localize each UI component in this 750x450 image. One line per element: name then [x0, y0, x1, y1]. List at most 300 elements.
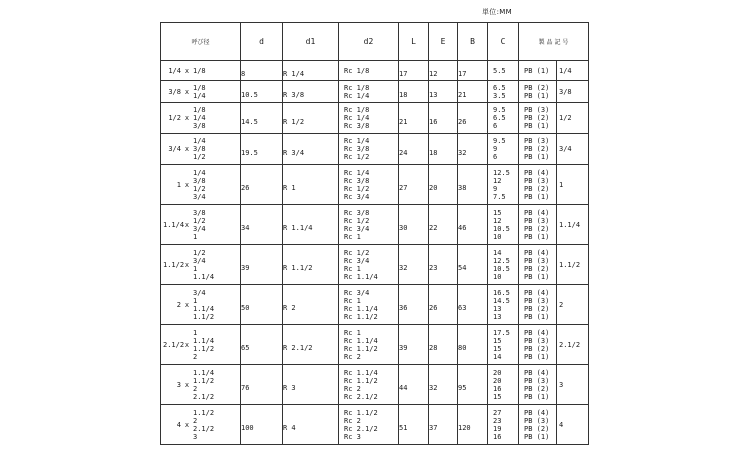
- product-code-cell-line: PB (3): [524, 376, 550, 385]
- table-row: [161, 134, 589, 165]
- e-cell: [429, 81, 458, 103]
- sub-size: 1.1/2: [193, 408, 215, 417]
- d2-cell: [339, 405, 399, 445]
- sub-size: 2: [193, 416, 198, 425]
- c-cell-line: 12.5: [493, 168, 510, 177]
- product-code-cell-line: PB (3): [524, 416, 550, 425]
- c-cell-line: 27: [493, 408, 502, 417]
- d1-cell: [283, 205, 339, 245]
- c-cell-line: 7.5: [493, 192, 506, 201]
- d-cell-value: 14.5: [241, 117, 258, 126]
- header-d: d: [241, 23, 283, 61]
- product-code-cell-line: PB (4): [524, 368, 550, 377]
- d1-cell: [283, 325, 339, 365]
- product-code-cell-line: PB (1): [524, 153, 550, 161]
- product-code-suffix-value: 1/2: [559, 114, 572, 122]
- c-cell-line: 14.5: [493, 296, 510, 305]
- d1-cell-value: R 4: [283, 424, 296, 432]
- nominal-size: 2: [176, 300, 181, 309]
- c-cell-line: 15: [493, 392, 502, 401]
- header-size: 呼び径: [161, 23, 241, 61]
- product-code-cell-line: PB (3): [524, 106, 550, 114]
- c-cell-line: 14: [493, 248, 502, 257]
- size-cell: [161, 205, 241, 245]
- size-cell: [161, 245, 241, 285]
- product-code-cell: [519, 365, 557, 405]
- l-cell: [399, 245, 429, 285]
- d-cell-value: 76: [241, 384, 250, 392]
- d1-cell: [283, 285, 339, 325]
- e-cell-value: 13: [429, 91, 438, 99]
- sub-size: 3/4: [193, 256, 206, 265]
- b-cell: [458, 165, 488, 205]
- e-cell: [429, 285, 458, 325]
- d1-cell-value: R 3/4: [283, 148, 305, 157]
- product-code-cell-line: PB (3): [524, 216, 550, 225]
- size-separator: x: [184, 145, 190, 153]
- c-cell-line: 16: [493, 432, 502, 441]
- l-cell: [399, 205, 429, 245]
- e-cell-value: 32: [429, 384, 438, 392]
- c-cell-line: 14: [493, 352, 502, 361]
- d-cell: [241, 81, 283, 103]
- l-cell-value: 24: [399, 148, 408, 157]
- c-cell-line: 6.5: [493, 83, 506, 92]
- e-cell: [429, 365, 458, 405]
- product-code-cell-line: PB (4): [524, 408, 550, 417]
- l-cell: [399, 165, 429, 205]
- header-product-code: 製 品 記 号: [519, 23, 589, 61]
- c-cell-line: 12: [493, 176, 502, 185]
- b-cell-value: 120: [458, 424, 471, 432]
- d2-cell-line: Rc 1: [344, 232, 361, 241]
- d2-cell-line: Rc 3/4: [344, 288, 370, 297]
- table-row: [161, 61, 589, 81]
- product-code-suffix-value: 2.1/2: [559, 340, 581, 349]
- size-cell: [161, 325, 241, 365]
- c-cell-line: 10.5: [493, 224, 510, 233]
- d-cell-value: 65: [241, 344, 250, 352]
- c-cell-line: 9: [493, 145, 498, 153]
- d2-cell: [339, 61, 399, 81]
- d2-cell-line: Rc 2: [344, 416, 361, 425]
- product-code-cell-line: PB (1): [524, 232, 550, 241]
- d2-cell: [339, 285, 399, 325]
- header-d2: d2: [339, 23, 399, 61]
- table-row: [161, 405, 589, 445]
- b-cell-value: 32: [458, 148, 467, 157]
- c-cell-line: 15: [493, 208, 502, 217]
- sub-size: 2.1/2: [193, 392, 215, 401]
- l-cell-value: 21: [399, 117, 408, 126]
- table-row: [161, 205, 589, 245]
- nominal-size: 1/4: [168, 66, 181, 75]
- nominal-size: 3/8: [168, 87, 181, 96]
- product-code-cell-line: PB (3): [524, 296, 550, 305]
- product-code-suffix-value: 3: [559, 380, 564, 389]
- table-row: [161, 325, 589, 365]
- sub-size: 1.1/2: [193, 312, 215, 321]
- c-cell-line: 17.5: [493, 328, 510, 337]
- sub-size: 1.1/2: [193, 376, 215, 385]
- sub-size: 1.1/2: [193, 344, 215, 353]
- size-cell: [161, 103, 241, 134]
- d2-cell-line: Rc 2.1/2: [344, 392, 378, 401]
- sub-size: 2: [193, 352, 198, 361]
- product-code-suffix: [557, 325, 589, 365]
- d1-cell: [283, 245, 339, 285]
- sub-size: 1/8: [193, 66, 206, 75]
- d1-cell: [283, 405, 339, 445]
- unit-label: 単位:MM: [482, 8, 512, 16]
- product-code-suffix: [557, 245, 589, 285]
- sub-size: 1/2: [193, 153, 206, 161]
- d1-cell-value: R 3: [283, 384, 296, 392]
- d1-cell-value: R 2.1/2: [283, 344, 313, 352]
- product-code-cell: [519, 245, 557, 285]
- c-cell-line: 23: [493, 416, 502, 425]
- product-code-cell: [519, 405, 557, 445]
- d2-cell-line: Rc 1.1/4: [344, 304, 378, 313]
- product-code-cell-line: PB (4): [524, 288, 550, 297]
- product-code-suffix-value: 1.1/4: [559, 220, 581, 229]
- product-code-suffix: [557, 61, 589, 81]
- l-cell-value: 30: [399, 224, 408, 232]
- sub-size: 2: [193, 384, 198, 393]
- d2-cell-line: Rc 1/4: [344, 91, 370, 100]
- d2-cell-line: Rc 1.1/4: [344, 336, 378, 345]
- product-code-cell: [519, 103, 557, 134]
- d2-cell-line: Rc 3/8: [344, 208, 370, 217]
- product-code-cell-line: PB (4): [524, 328, 550, 337]
- l-cell-value: 17: [399, 70, 408, 78]
- product-code-cell: [519, 325, 557, 365]
- product-code-cell-line: PB (2): [524, 344, 550, 353]
- sub-size: 1/2: [193, 184, 206, 193]
- sub-size: 3/8: [193, 208, 206, 217]
- sub-size: 1: [193, 264, 198, 273]
- d2-cell-line: Rc 2: [344, 384, 361, 393]
- sub-size: 1/4: [193, 91, 206, 100]
- product-code-cell-line: PB (1): [524, 352, 550, 361]
- product-code-suffix-value: 2: [559, 300, 564, 309]
- size-cell: [161, 134, 241, 165]
- sub-size: 1: [193, 328, 198, 337]
- sub-size: 1.1/4: [193, 272, 215, 281]
- l-cell-value: 44: [399, 384, 408, 392]
- d-cell-value: 34: [241, 224, 250, 232]
- d-cell: [241, 325, 283, 365]
- sub-size: 1: [193, 232, 198, 241]
- c-cell: [488, 325, 519, 365]
- c-cell-line: 12: [493, 216, 502, 225]
- product-code-cell-line: PB (2): [524, 384, 550, 393]
- table-row: [161, 245, 589, 285]
- l-cell-value: 18: [399, 91, 408, 99]
- d2-cell: [339, 245, 399, 285]
- d2-cell-line: Rc 1/2: [344, 153, 370, 161]
- e-cell-value: 12: [429, 70, 438, 78]
- product-code-suffix: [557, 103, 589, 134]
- l-cell-value: 27: [399, 184, 408, 192]
- product-code-cell-line: PB (2): [524, 184, 550, 193]
- product-code-cell-line: PB (3): [524, 256, 550, 265]
- d2-cell-line: Rc 2.1/2: [344, 424, 378, 433]
- nominal-size: 1: [176, 180, 181, 189]
- l-cell-value: 36: [399, 304, 408, 312]
- d1-cell-value: R 2: [283, 304, 296, 312]
- spec-body: [161, 61, 589, 445]
- d2-cell-line: Rc 1.1/2: [344, 344, 378, 353]
- e-cell: [429, 325, 458, 365]
- size-separator: x: [184, 420, 190, 429]
- c-cell-line: 12.5: [493, 256, 510, 265]
- product-code-cell-line: PB (2): [524, 83, 550, 92]
- product-code-cell: [519, 285, 557, 325]
- d2-cell-line: Rc 3/8: [344, 122, 370, 130]
- e-cell-value: 18: [429, 148, 438, 157]
- c-cell-line: 6: [493, 122, 498, 130]
- c-cell-line: 9.5: [493, 137, 506, 145]
- e-cell-value: 20: [429, 184, 438, 192]
- nominal-size: 2.1/2: [163, 340, 185, 349]
- c-cell-line: 3.5: [493, 91, 506, 100]
- product-code-cell-line: PB (1): [524, 432, 550, 441]
- c-cell: [488, 81, 519, 103]
- b-cell: [458, 405, 488, 445]
- product-code-suffix-value: 3/8: [559, 87, 572, 96]
- d-cell: [241, 103, 283, 134]
- product-code-cell: [519, 134, 557, 165]
- d2-cell-line: Rc 1: [344, 296, 361, 305]
- d2-cell-line: Rc 3/8: [344, 176, 370, 185]
- product-code-suffix: [557, 405, 589, 445]
- e-cell-value: 16: [429, 117, 438, 126]
- c-cell-line: 15: [493, 344, 502, 353]
- d-cell: [241, 405, 283, 445]
- product-code-suffix: [557, 285, 589, 325]
- c-cell-line: 10.5: [493, 264, 510, 273]
- size-separator: x: [184, 180, 190, 189]
- l-cell: [399, 365, 429, 405]
- product-code-cell-line: PB (4): [524, 248, 550, 257]
- nominal-size: 1/2: [168, 114, 181, 122]
- c-cell-line: 6.5: [493, 114, 506, 122]
- d2-cell-line: Rc 1: [344, 264, 361, 273]
- d2-cell-line: Rc 1/2: [344, 248, 370, 257]
- sub-size: 3/4: [193, 224, 206, 233]
- b-cell-value: 54: [458, 264, 467, 272]
- d2-cell-line: Rc 3/8: [344, 145, 370, 153]
- product-code-cell-line: PB (3): [524, 336, 550, 345]
- d-cell: [241, 285, 283, 325]
- e-cell-value: 37: [429, 424, 438, 432]
- size-separator: x: [184, 220, 190, 229]
- product-code-cell-line: PB (1): [524, 122, 550, 130]
- c-cell-line: 19: [493, 424, 502, 433]
- d-cell: [241, 61, 283, 81]
- sub-size: 1.1/4: [193, 304, 215, 313]
- d1-cell: [283, 103, 339, 134]
- size-separator: x: [184, 87, 190, 96]
- e-cell: [429, 103, 458, 134]
- product-code-cell-line: PB (4): [524, 168, 550, 177]
- d-cell-value: 10.5: [241, 91, 258, 99]
- size-separator: x: [184, 380, 190, 389]
- header-e: E: [429, 23, 458, 61]
- d-cell-value: 19.5: [241, 148, 258, 157]
- sub-size: 3/8: [193, 145, 206, 153]
- l-cell: [399, 285, 429, 325]
- d2-cell-line: Rc 3/4: [344, 224, 370, 233]
- sub-size: 2.1/2: [193, 424, 215, 433]
- c-cell: [488, 245, 519, 285]
- d2-cell-line: Rc 1/8: [344, 106, 370, 114]
- c-cell: [488, 205, 519, 245]
- product-code-cell-line: PB (2): [524, 264, 550, 273]
- e-cell-value: 26: [429, 304, 438, 312]
- c-cell: [488, 61, 519, 81]
- c-cell: [488, 285, 519, 325]
- d2-cell-line: Rc 1.1/4: [344, 368, 378, 377]
- product-code-cell-line: PB (1): [524, 312, 550, 321]
- d1-cell-value: R 3/8: [283, 91, 305, 99]
- nominal-size: 3: [176, 380, 181, 389]
- d2-cell-line: Rc 1/2: [344, 216, 370, 225]
- size-separator: x: [184, 114, 190, 122]
- header-c: C: [488, 23, 519, 61]
- b-cell-value: 80: [458, 344, 467, 352]
- d1-cell-value: R 1/4: [283, 70, 305, 78]
- product-code-cell-line: PB (2): [524, 145, 550, 153]
- d2-cell-line: Rc 3: [344, 432, 361, 441]
- d2-cell: [339, 165, 399, 205]
- b-cell: [458, 325, 488, 365]
- table-row: [161, 81, 589, 103]
- d2-cell-line: Rc 1/2: [344, 184, 370, 193]
- b-cell-value: 26: [458, 117, 467, 126]
- product-code-cell-line: PB (1): [524, 392, 550, 401]
- c-cell: [488, 165, 519, 205]
- c-cell: [488, 134, 519, 165]
- d-cell-value: 39: [241, 264, 250, 272]
- c-cell-line: 15: [493, 336, 502, 345]
- c-cell-line: 16: [493, 384, 502, 393]
- e-cell: [429, 134, 458, 165]
- sub-size: 1/8: [193, 83, 206, 92]
- c-cell-line: 6: [493, 153, 498, 161]
- product-code-suffix: [557, 81, 589, 103]
- sub-size: 1/2: [193, 248, 206, 257]
- b-cell-value: 38: [458, 184, 467, 192]
- l-cell-value: 32: [399, 264, 408, 272]
- b-cell: [458, 285, 488, 325]
- d-cell: [241, 134, 283, 165]
- product-code-suffix-value: 1.1/2: [559, 260, 581, 269]
- d2-cell-line: Rc 1.1/4: [344, 272, 378, 281]
- size-separator: x: [184, 260, 190, 269]
- c-cell-line: 10: [493, 272, 502, 281]
- d2-cell-line: Rc 1/4: [344, 114, 370, 122]
- size-separator: x: [184, 66, 190, 75]
- d2-cell-line: Rc 1.1/2: [344, 312, 378, 321]
- d1-cell-value: R 1.1/2: [283, 264, 313, 272]
- b-cell: [458, 245, 488, 285]
- e-cell-value: 22: [429, 224, 438, 232]
- b-cell-value: 17: [458, 70, 467, 78]
- b-cell: [458, 81, 488, 103]
- sub-size: 1: [193, 296, 198, 305]
- l-cell: [399, 61, 429, 81]
- d-cell-value: 50: [241, 304, 250, 312]
- product-code-cell: [519, 81, 557, 103]
- table-row: [161, 103, 589, 134]
- size-cell: [161, 165, 241, 205]
- d2-cell-line: Rc 1/8: [344, 83, 370, 92]
- c-cell-line: 9.5: [493, 106, 506, 114]
- size-cell: [161, 365, 241, 405]
- sub-size: 3/4: [193, 288, 206, 297]
- product-code-cell-line: PB (1): [524, 91, 550, 100]
- sub-size: 1/4: [193, 114, 206, 122]
- sub-size: 1.1/4: [193, 336, 215, 345]
- d-cell-value: 26: [241, 184, 250, 192]
- e-cell: [429, 165, 458, 205]
- d2-cell-line: Rc 1.1/2: [344, 408, 378, 417]
- product-code-cell-line: PB (3): [524, 176, 550, 185]
- table-row: [161, 165, 589, 205]
- b-cell-value: 63: [458, 304, 467, 312]
- table-row: [161, 365, 589, 405]
- product-code-cell-line: PB (4): [524, 208, 550, 217]
- reducer-spec-table: [160, 22, 589, 445]
- product-code-suffix-value: 4: [559, 420, 564, 429]
- b-cell-value: 95: [458, 384, 467, 392]
- d2-cell: [339, 205, 399, 245]
- l-cell: [399, 405, 429, 445]
- d2-cell-line: Rc 1: [344, 328, 361, 337]
- sub-size: 1/8: [193, 106, 206, 114]
- d1-cell: [283, 81, 339, 103]
- product-code-cell-line: PB (1): [524, 192, 550, 201]
- c-cell-line: 5.5: [493, 66, 506, 75]
- product-code-cell-line: PB (1): [524, 66, 550, 75]
- d-cell-value: 100: [241, 424, 254, 432]
- size-separator: x: [184, 300, 190, 309]
- e-cell: [429, 205, 458, 245]
- d1-cell: [283, 165, 339, 205]
- d2-cell-line: Rc 3/4: [344, 256, 370, 265]
- b-cell: [458, 134, 488, 165]
- d-cell: [241, 245, 283, 285]
- product-code-suffix: [557, 134, 589, 165]
- d-cell: [241, 165, 283, 205]
- d2-cell-line: Rc 1/4: [344, 137, 370, 145]
- e-cell-value: 28: [429, 344, 438, 352]
- l-cell: [399, 325, 429, 365]
- e-cell: [429, 405, 458, 445]
- d1-cell: [283, 61, 339, 81]
- sub-size: 1.1/4: [193, 368, 215, 377]
- c-cell-line: 9: [493, 184, 498, 193]
- product-code-cell-line: PB (2): [524, 114, 550, 122]
- d2-cell: [339, 365, 399, 405]
- product-code-suffix: [557, 205, 589, 245]
- sub-size: 3/8: [193, 176, 206, 185]
- d1-cell-value: R 1.1/4: [283, 224, 313, 232]
- sub-size: 1/4: [193, 168, 206, 177]
- table-row: [161, 285, 589, 325]
